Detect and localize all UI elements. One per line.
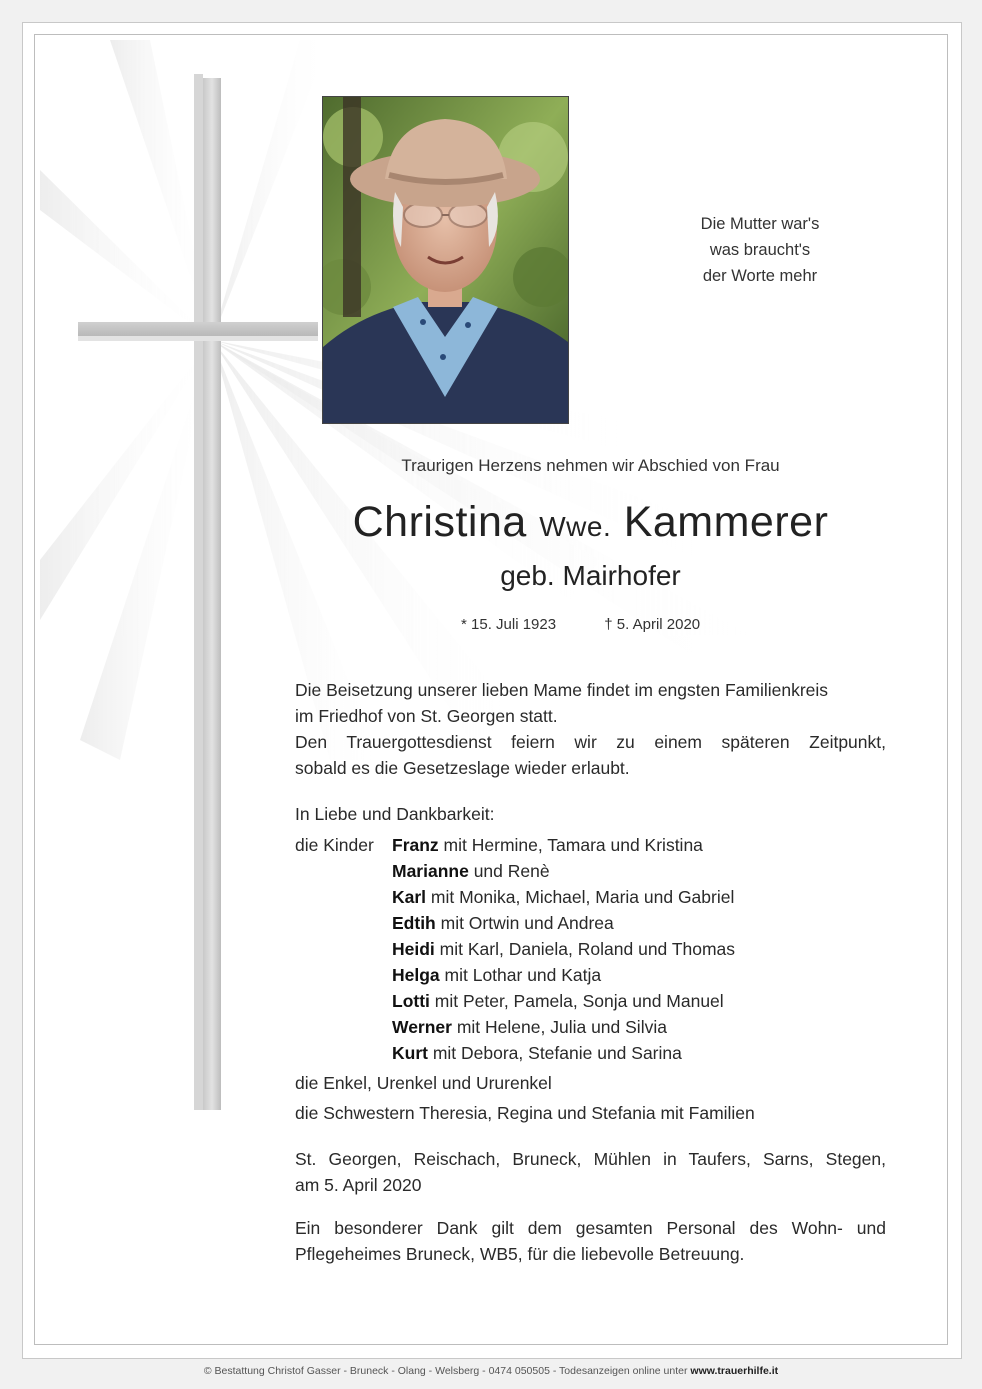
child-name: Franz <box>392 835 439 855</box>
last-name: Kammerer <box>623 498 829 546</box>
child-family: und Renè <box>468 861 550 881</box>
footer-link[interactable]: www.trauerhilfe.it <box>690 1365 779 1377</box>
deceased-name <box>295 498 886 547</box>
child-family: mit Karl, Daniela, Roland und Thomas <box>434 939 736 959</box>
place-line: St. Georgen, Reischach, Bruneck, Mühlen in Taufers, Sarns, Stegen, <box>295 1149 886 1169</box>
intro-text: Traurigen Herzens nehmen wir Abschied von Frau <box>401 456 780 475</box>
cross-horizontal-bar <box>78 322 318 336</box>
grandchildren-text: die Enkel, Urenkel und Ururenkel <box>295 1073 552 1093</box>
quote <box>660 211 860 289</box>
funeral-line: sobald es die Gesetzeslage wieder erlaubt. <box>295 758 630 778</box>
child-name: Karl <box>392 887 427 907</box>
child-name: Lotti <box>392 991 430 1011</box>
place-date <box>295 1146 886 1198</box>
child-name: Helga <box>392 965 440 985</box>
funeral-line: im Friedhof von St. Georgen statt. <box>295 706 558 726</box>
child-name: Edtih <box>392 913 436 933</box>
sisters-text: die Schwestern Theresia, Regina und Stefania mit Familien <box>295 1103 755 1123</box>
gratitude-heading: In Liebe und Dankbarkeit: <box>295 804 495 824</box>
funeral-line: Den Trauergottesdienst feiern wir zu einem späteren Zeitpunkt, <box>295 732 886 752</box>
child-family: mit Ortwin und Andrea <box>435 913 614 933</box>
child-name: Kurt <box>392 1043 428 1063</box>
child-family: mit Helene, Julia und Silvia <box>451 1017 667 1037</box>
funeral-line: Die Beisetzung unserer lieben Mame findet im engsten Familienkreis <box>295 680 829 700</box>
thanks <box>295 1215 886 1267</box>
child-family: mit Peter, Pamela, Sonja und Manuel <box>429 991 724 1011</box>
quote-line: was braucht's <box>709 241 811 259</box>
child-family: mit Lothar und Katja <box>439 965 602 985</box>
thanks-line: Ein besonderer Dank gilt dem gesamten Personal des Wohn- und <box>295 1218 886 1238</box>
life-dates <box>461 616 700 633</box>
place-line: am 5. April 2020 <box>295 1175 422 1195</box>
footer <box>0 1365 982 1377</box>
footer-text: © Bestattung Christof Gasser - Bruneck - Olang - Welsberg - 0474 050505 - Todesanzeigen online unter <box>203 1365 691 1377</box>
birth-date: * 15. Juli 1923 <box>461 616 557 633</box>
cross-vertical-bar <box>203 78 221 1110</box>
children-label: die Kinder <box>295 835 374 855</box>
cross-vertical-shadow <box>194 74 203 1110</box>
death-date: † 5. April 2020 <box>604 616 701 633</box>
thanks-line: Pflegeheimes Bruneck, WB5, für die liebevolle Betreuung. <box>295 1244 745 1264</box>
child-family: mit Monika, Michael, Maria und Gabriel <box>426 887 735 907</box>
portrait-photo <box>322 96 569 424</box>
quote-line: der Worte mehr <box>702 267 818 285</box>
birth-name: geb. Mairhofer <box>500 560 681 591</box>
child-family: mit Debora, Stefanie und Sarina <box>427 1043 682 1063</box>
funeral-info <box>295 677 886 781</box>
child-name: Marianne <box>392 861 469 881</box>
child-name: Heidi <box>392 939 435 959</box>
child-name: Werner <box>392 1017 452 1037</box>
widow-title: Wwe. <box>539 511 612 542</box>
child-family: mit Hermine, Tamara und Kristina <box>438 835 703 855</box>
quote-line: Die Mutter war's <box>700 215 820 233</box>
first-name: Christina <box>352 498 527 546</box>
